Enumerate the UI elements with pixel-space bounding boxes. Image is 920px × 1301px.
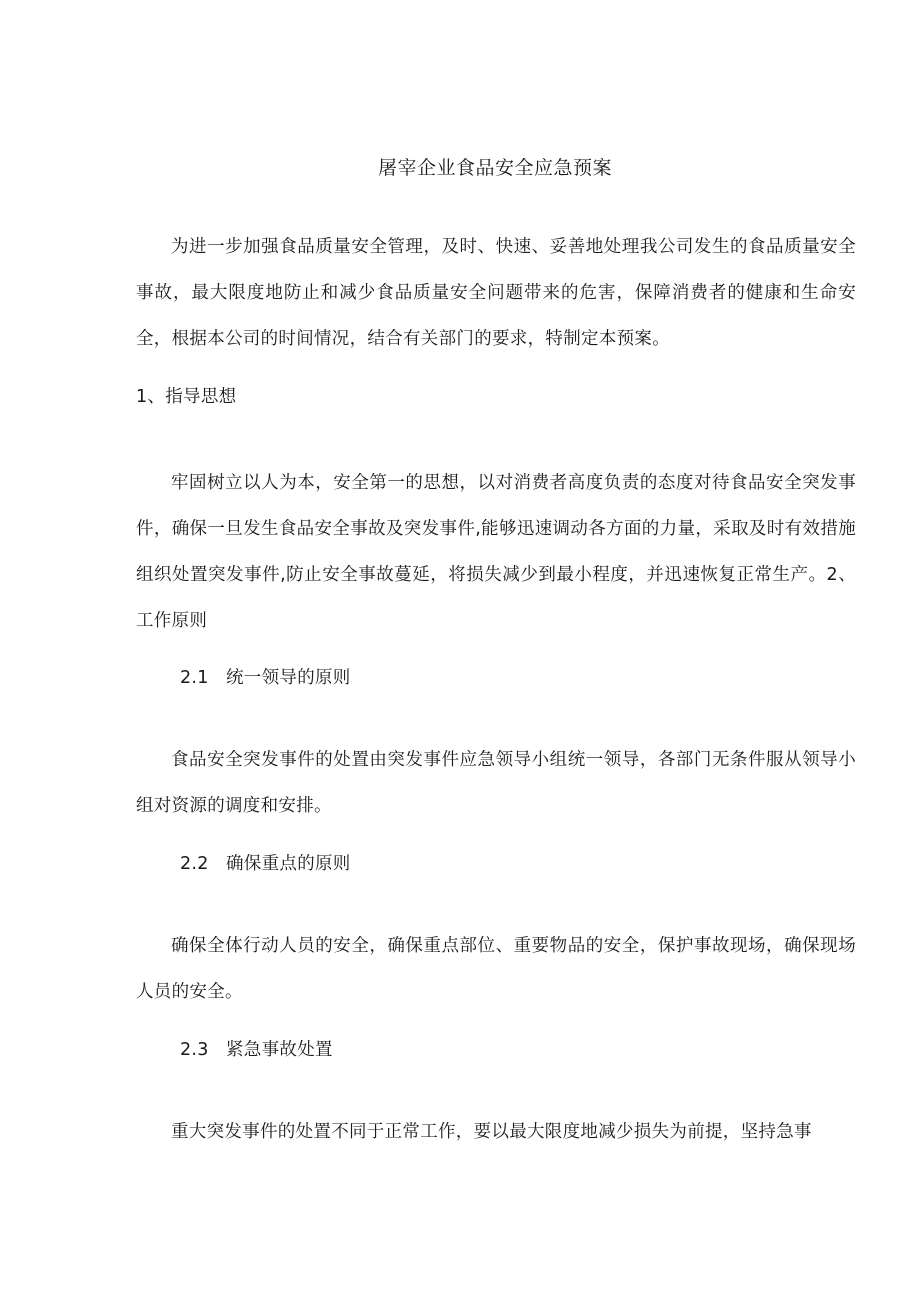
section-2-1-body: 食品安全突发事件的处置由突发事件应急领导小组统一领导，各部门无条件服从领导小组对资源的调度和安排。 bbox=[136, 750, 856, 816]
document-title: 屠宰企业食品安全应急预案 bbox=[377, 157, 612, 179]
section-2-3-heading bbox=[180, 1035, 333, 1065]
section-2-1-heading bbox=[180, 663, 351, 693]
section-2-3-body: 重大突发事件的处置不同于正常工作，要以最大限度地减少损失为前提，坚持急事 bbox=[171, 1122, 812, 1142]
section-1-heading: 1、指导思想 bbox=[136, 387, 237, 407]
section-2-1-number: 2.1 bbox=[180, 668, 209, 688]
section-1-body-text: 牢固树立以人为本，安全第一的思想，以对消费者高度负责的态度对待食品安全突发事件，确保一旦发生食品安全事故及突发事件,能够迅速调动各方面的力量，采取及时有效措施组织处置突发事件,防止安全事故蔓延，将损失减少到最小程度，并迅速恢复正常生产。 bbox=[136, 473, 856, 585]
section-2-heading: 2、工作原则 bbox=[136, 565, 856, 631]
intro-paragraph: 为进一步加强食品质量安全管理，及时、快速、妥善地处理我公司发生的食品质量安全事故，最大限度地防止和减少食品质量安全问题带来的危害，保障消费者的健康和生命安全，根据本公司的时间情况，结合有关部门的要求，特制定本预案。 bbox=[136, 237, 856, 349]
section-2-2-title: 确保重点的原则 bbox=[226, 854, 351, 874]
section-2-2-body: 确保全体行动人员的安全，确保重点部位、重要物品的安全，保护事故现场，确保现场人员的安全。 bbox=[136, 936, 856, 1002]
section-2-2-number: 2.2 bbox=[180, 854, 209, 874]
section-2-3-number: 2.3 bbox=[180, 1040, 209, 1060]
section-2-3-title: 紧急事故处置 bbox=[226, 1040, 333, 1060]
section-2-2-heading bbox=[180, 849, 351, 879]
section-2-1-title: 统一领导的原则 bbox=[226, 668, 351, 688]
section-1-body bbox=[136, 460, 856, 644]
